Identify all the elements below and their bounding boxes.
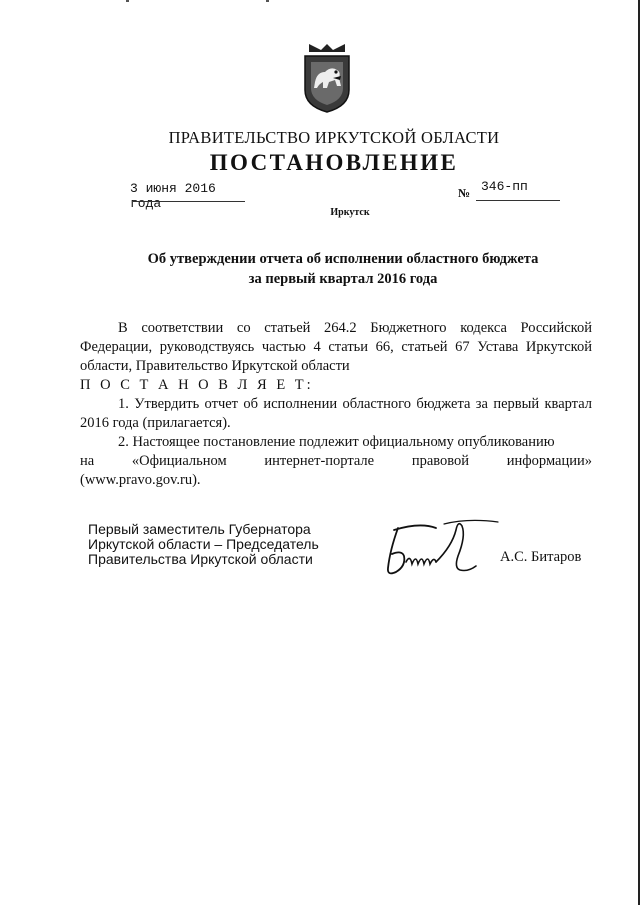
issuing-authority: ПРАВИТЕЛЬСТВО ИРКУТСКОЙ ОБЛАСТИ bbox=[168, 128, 500, 147]
document-date: 3 июня 2016 года bbox=[130, 181, 216, 211]
preamble-paragraph: В соответствии со статьей 264.2 Бюджетного кодекса Российской Федерации, руководствуясь частью 4 статьи 66, статьей 67 Устава Иркутской области, Правительство Иркутской области bbox=[80, 320, 592, 374]
signatory-position bbox=[88, 522, 348, 567]
number-underline bbox=[476, 200, 560, 201]
scan-artifact bbox=[266, 0, 269, 2]
city: Иркутск bbox=[330, 207, 370, 218]
position-line: Правительства Иркутской области bbox=[88, 551, 313, 567]
date-underline bbox=[133, 201, 245, 202]
item-2-line: 2. Настоящее постановление подлежит официальному опубликованию bbox=[118, 434, 555, 450]
document-number: 346-пп bbox=[481, 179, 528, 194]
irkutsk-coat-of-arms-icon bbox=[303, 42, 351, 114]
item-2-paragraph bbox=[80, 433, 592, 452]
document-type: ПОСТАНОВЛЕНИЕ bbox=[209, 150, 459, 175]
document-body bbox=[80, 319, 592, 490]
scan-artifact bbox=[126, 0, 129, 2]
document-title bbox=[90, 249, 596, 289]
handwritten-signature bbox=[372, 516, 502, 582]
item-2-line: на «Официальном интернет-портале правовой информации» bbox=[80, 453, 592, 469]
resolves-heading: П О С Т А Н О В Л Я Е Т: bbox=[80, 377, 314, 393]
item-2-line: (www.pravo.gov.ru). bbox=[80, 472, 201, 488]
title-line: за первый квартал 2016 года bbox=[248, 271, 438, 287]
position-line: Иркутской области – Председатель bbox=[88, 536, 319, 552]
title-line: Об утверждении отчета об исполнении областного бюджета bbox=[147, 251, 539, 267]
item-1-paragraph: 1. Утвердить отчет об исполнении областного бюджета за первый квартал 2016 года (прилагается). bbox=[80, 396, 592, 431]
number-label: № bbox=[458, 186, 471, 200]
position-line: Первый заместитель Губернатора bbox=[88, 521, 311, 537]
signatory-name: А.С. Битаров bbox=[500, 549, 582, 565]
